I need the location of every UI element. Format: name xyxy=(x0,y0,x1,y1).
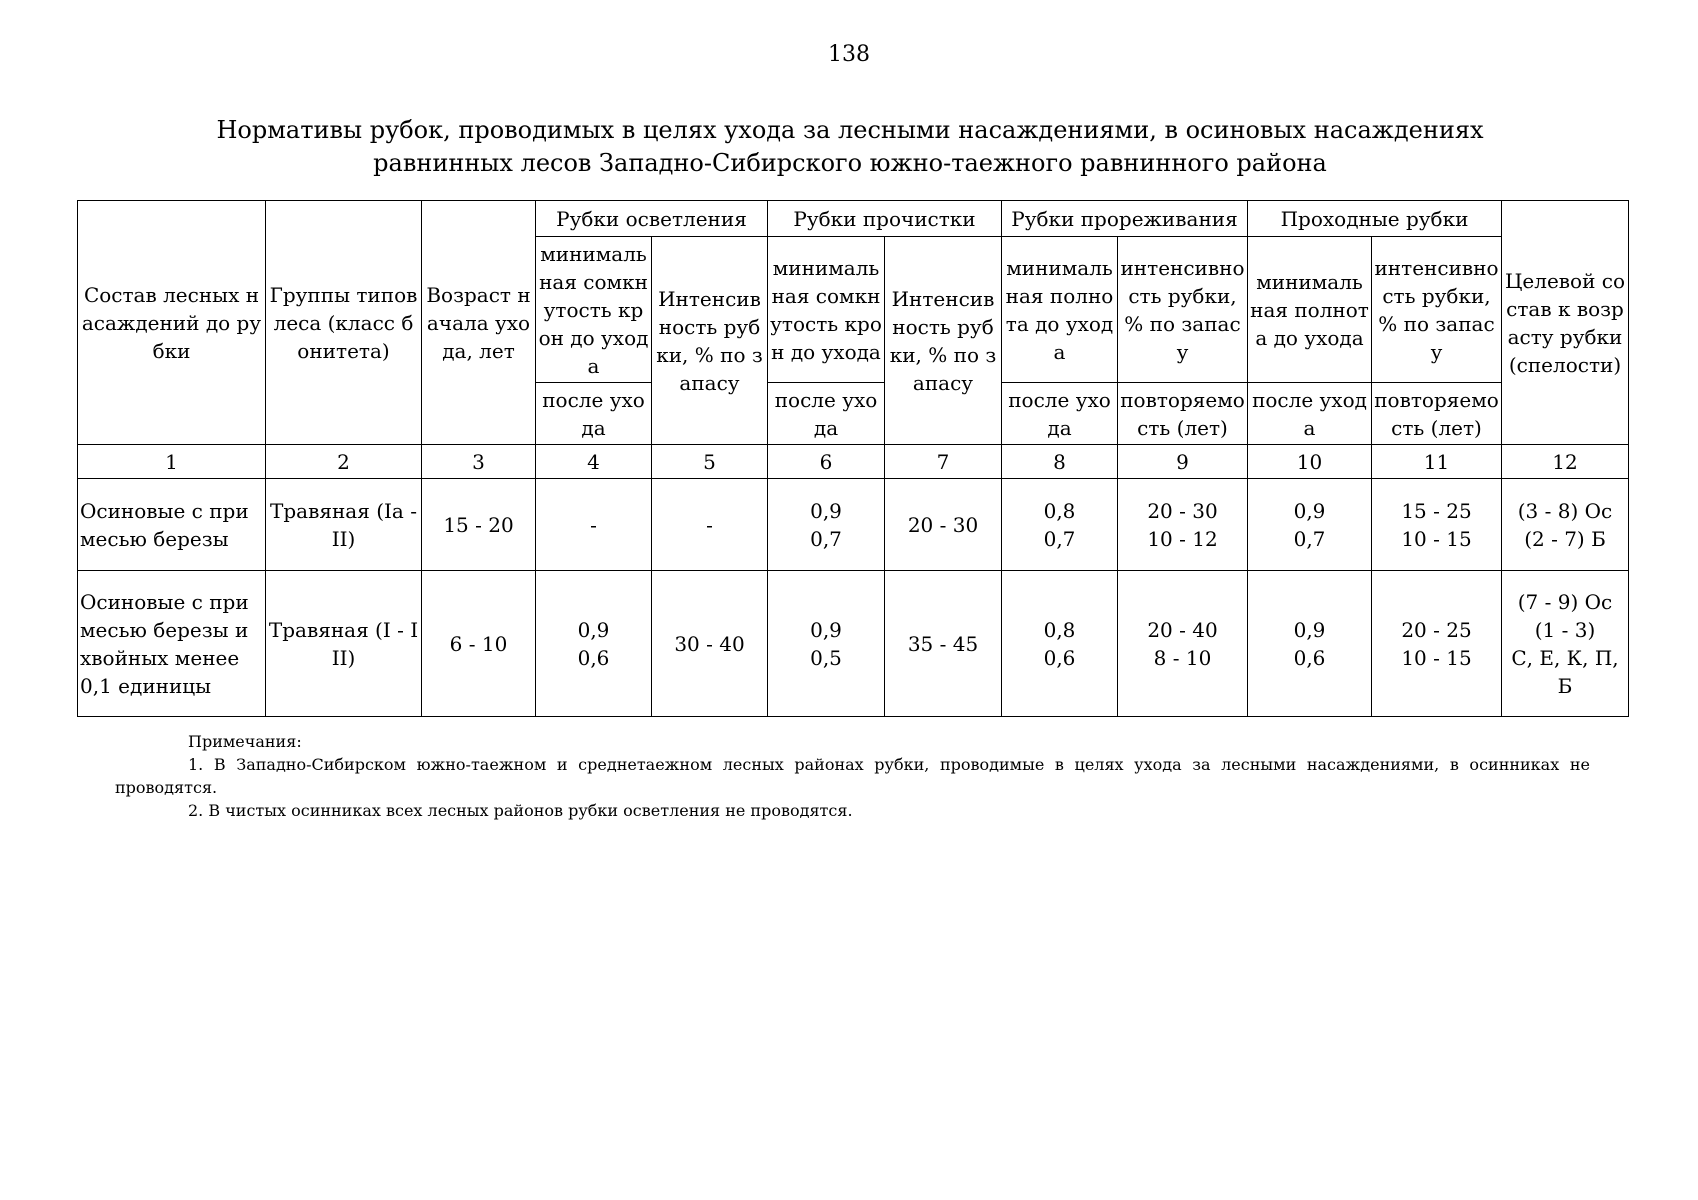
table-row xyxy=(78,571,1629,717)
column-number: 6 xyxy=(768,445,885,479)
header-min-closure-6: минимальная сомкнутость крон до ухода xyxy=(768,237,885,383)
header-repeat-9: повторяемость (лет) xyxy=(1118,383,1248,445)
cell-c5: 30 - 40 xyxy=(652,571,768,717)
column-number: 3 xyxy=(422,445,536,479)
header-min-density-10: минимальная полнота до ухода xyxy=(1248,237,1372,383)
header-intensity-stock-9: интенсивность рубки, % по запасу xyxy=(1118,237,1248,383)
cell-c11: 20 - 25 10 - 15 xyxy=(1372,571,1502,717)
header-composition: Состав лесных насаждений до рубки xyxy=(78,201,266,445)
header-min-closure-4: минимальная сомкнутость крон до ухода xyxy=(536,237,652,383)
header-forest-type: Группы типов леса (класс бонитета) xyxy=(266,201,422,445)
header-after-care-8: после ухода xyxy=(1002,383,1118,445)
cell-c5: - xyxy=(652,479,768,571)
column-number: 5 xyxy=(652,445,768,479)
cell-c7: 20 - 30 xyxy=(885,479,1002,571)
column-number: 8 xyxy=(1002,445,1118,479)
cell-c11: 15 - 25 10 - 15 xyxy=(1372,479,1502,571)
cell-forest-type: Травяная (I - III) xyxy=(266,571,422,717)
cell-c4: - xyxy=(536,479,652,571)
cell-composition: Осиновые с примесью березы xyxy=(78,479,266,571)
cell-c9: 20 - 30 10 - 12 xyxy=(1118,479,1248,571)
cell-c8: 0,8 0,6 xyxy=(1002,571,1118,717)
column-number: 4 xyxy=(536,445,652,479)
column-number: 2 xyxy=(266,445,422,479)
cell-c6: 0,9 0,5 xyxy=(768,571,885,717)
cell-c6: 0,9 0,7 xyxy=(768,479,885,571)
header-age: Возраст начала ухода, лет xyxy=(422,201,536,445)
notes xyxy=(115,730,1590,822)
table-row xyxy=(78,479,1629,571)
notes-heading: Примечания: xyxy=(188,732,302,751)
header-row-groups xyxy=(78,201,1629,237)
header-group-passing: Проходные рубки xyxy=(1248,201,1502,237)
column-number: 1 xyxy=(78,445,266,479)
cell-c10: 0,9 0,6 xyxy=(1248,571,1372,717)
header-after-care-10: после ухода xyxy=(1248,383,1372,445)
cell-c8: 0,8 0,7 xyxy=(1002,479,1118,571)
column-number: 12 xyxy=(1502,445,1629,479)
column-number: 9 xyxy=(1118,445,1248,479)
cell-c10: 0,9 0,7 xyxy=(1248,479,1372,571)
norms-table xyxy=(77,200,1629,717)
header-intensity-stock-11: интенсивность рубки, % по запасу xyxy=(1372,237,1502,383)
page-number: 138 xyxy=(828,42,870,67)
cell-age: 15 - 20 xyxy=(422,479,536,571)
header-after-care-4: после ухода xyxy=(536,383,652,445)
cell-c4: 0,9 0,6 xyxy=(536,571,652,717)
cell-c12: (7 - 9) Ос (1 - 3) С, Е, К, П, Б xyxy=(1502,571,1629,717)
cell-c9: 20 - 40 8 - 10 xyxy=(1118,571,1248,717)
header-group-lightening: Рубки осветления xyxy=(536,201,768,237)
cell-c12: (3 - 8) Ос (2 - 7) Б xyxy=(1502,479,1629,571)
note-item: 1. В Западно-Сибирском южно-таежном и среднетаежном лесных районах рубки, проводимые в целях ухода за лесными насаждениями, в осинниках не проводятся. xyxy=(115,755,1590,797)
header-min-density-8: минимальная полнота до ухода xyxy=(1002,237,1118,383)
header-group-cleaning: Рубки прочистки xyxy=(768,201,1002,237)
column-number: 10 xyxy=(1248,445,1372,479)
cell-age: 6 - 10 xyxy=(422,571,536,717)
note-item: 2. В чистых осинниках всех лесных районов рубки осветления не проводятся. xyxy=(188,801,853,820)
cell-c7: 35 - 45 xyxy=(885,571,1002,717)
column-number: 11 xyxy=(1372,445,1502,479)
cell-forest-type: Травяная (Iа - II) xyxy=(266,479,422,571)
header-after-care-6: после ухода xyxy=(768,383,885,445)
header-repeat-11: повторяемость (лет) xyxy=(1372,383,1502,445)
header-intensity-5: Интенсивность рубки, % по запасу xyxy=(652,237,768,445)
document-title: Нормативы рубок, проводимых в целях ухода за лесными насаждениями, в осиновых насаждениях равнинных лесов Западно-Сибирского южно-таежного равнинного района xyxy=(216,116,1484,177)
header-intensity-7: Интенсивность рубки, % по запасу xyxy=(885,237,1002,445)
column-number-row xyxy=(78,445,1629,479)
header-target-composition: Целевой состав к возрасту рубки (спелости) xyxy=(1502,201,1629,445)
column-number: 7 xyxy=(885,445,1002,479)
header-group-thinning: Рубки прореживания xyxy=(1002,201,1248,237)
cell-composition: Осиновые с примесью березы и хвойных менее 0,1 единицы xyxy=(78,571,266,717)
